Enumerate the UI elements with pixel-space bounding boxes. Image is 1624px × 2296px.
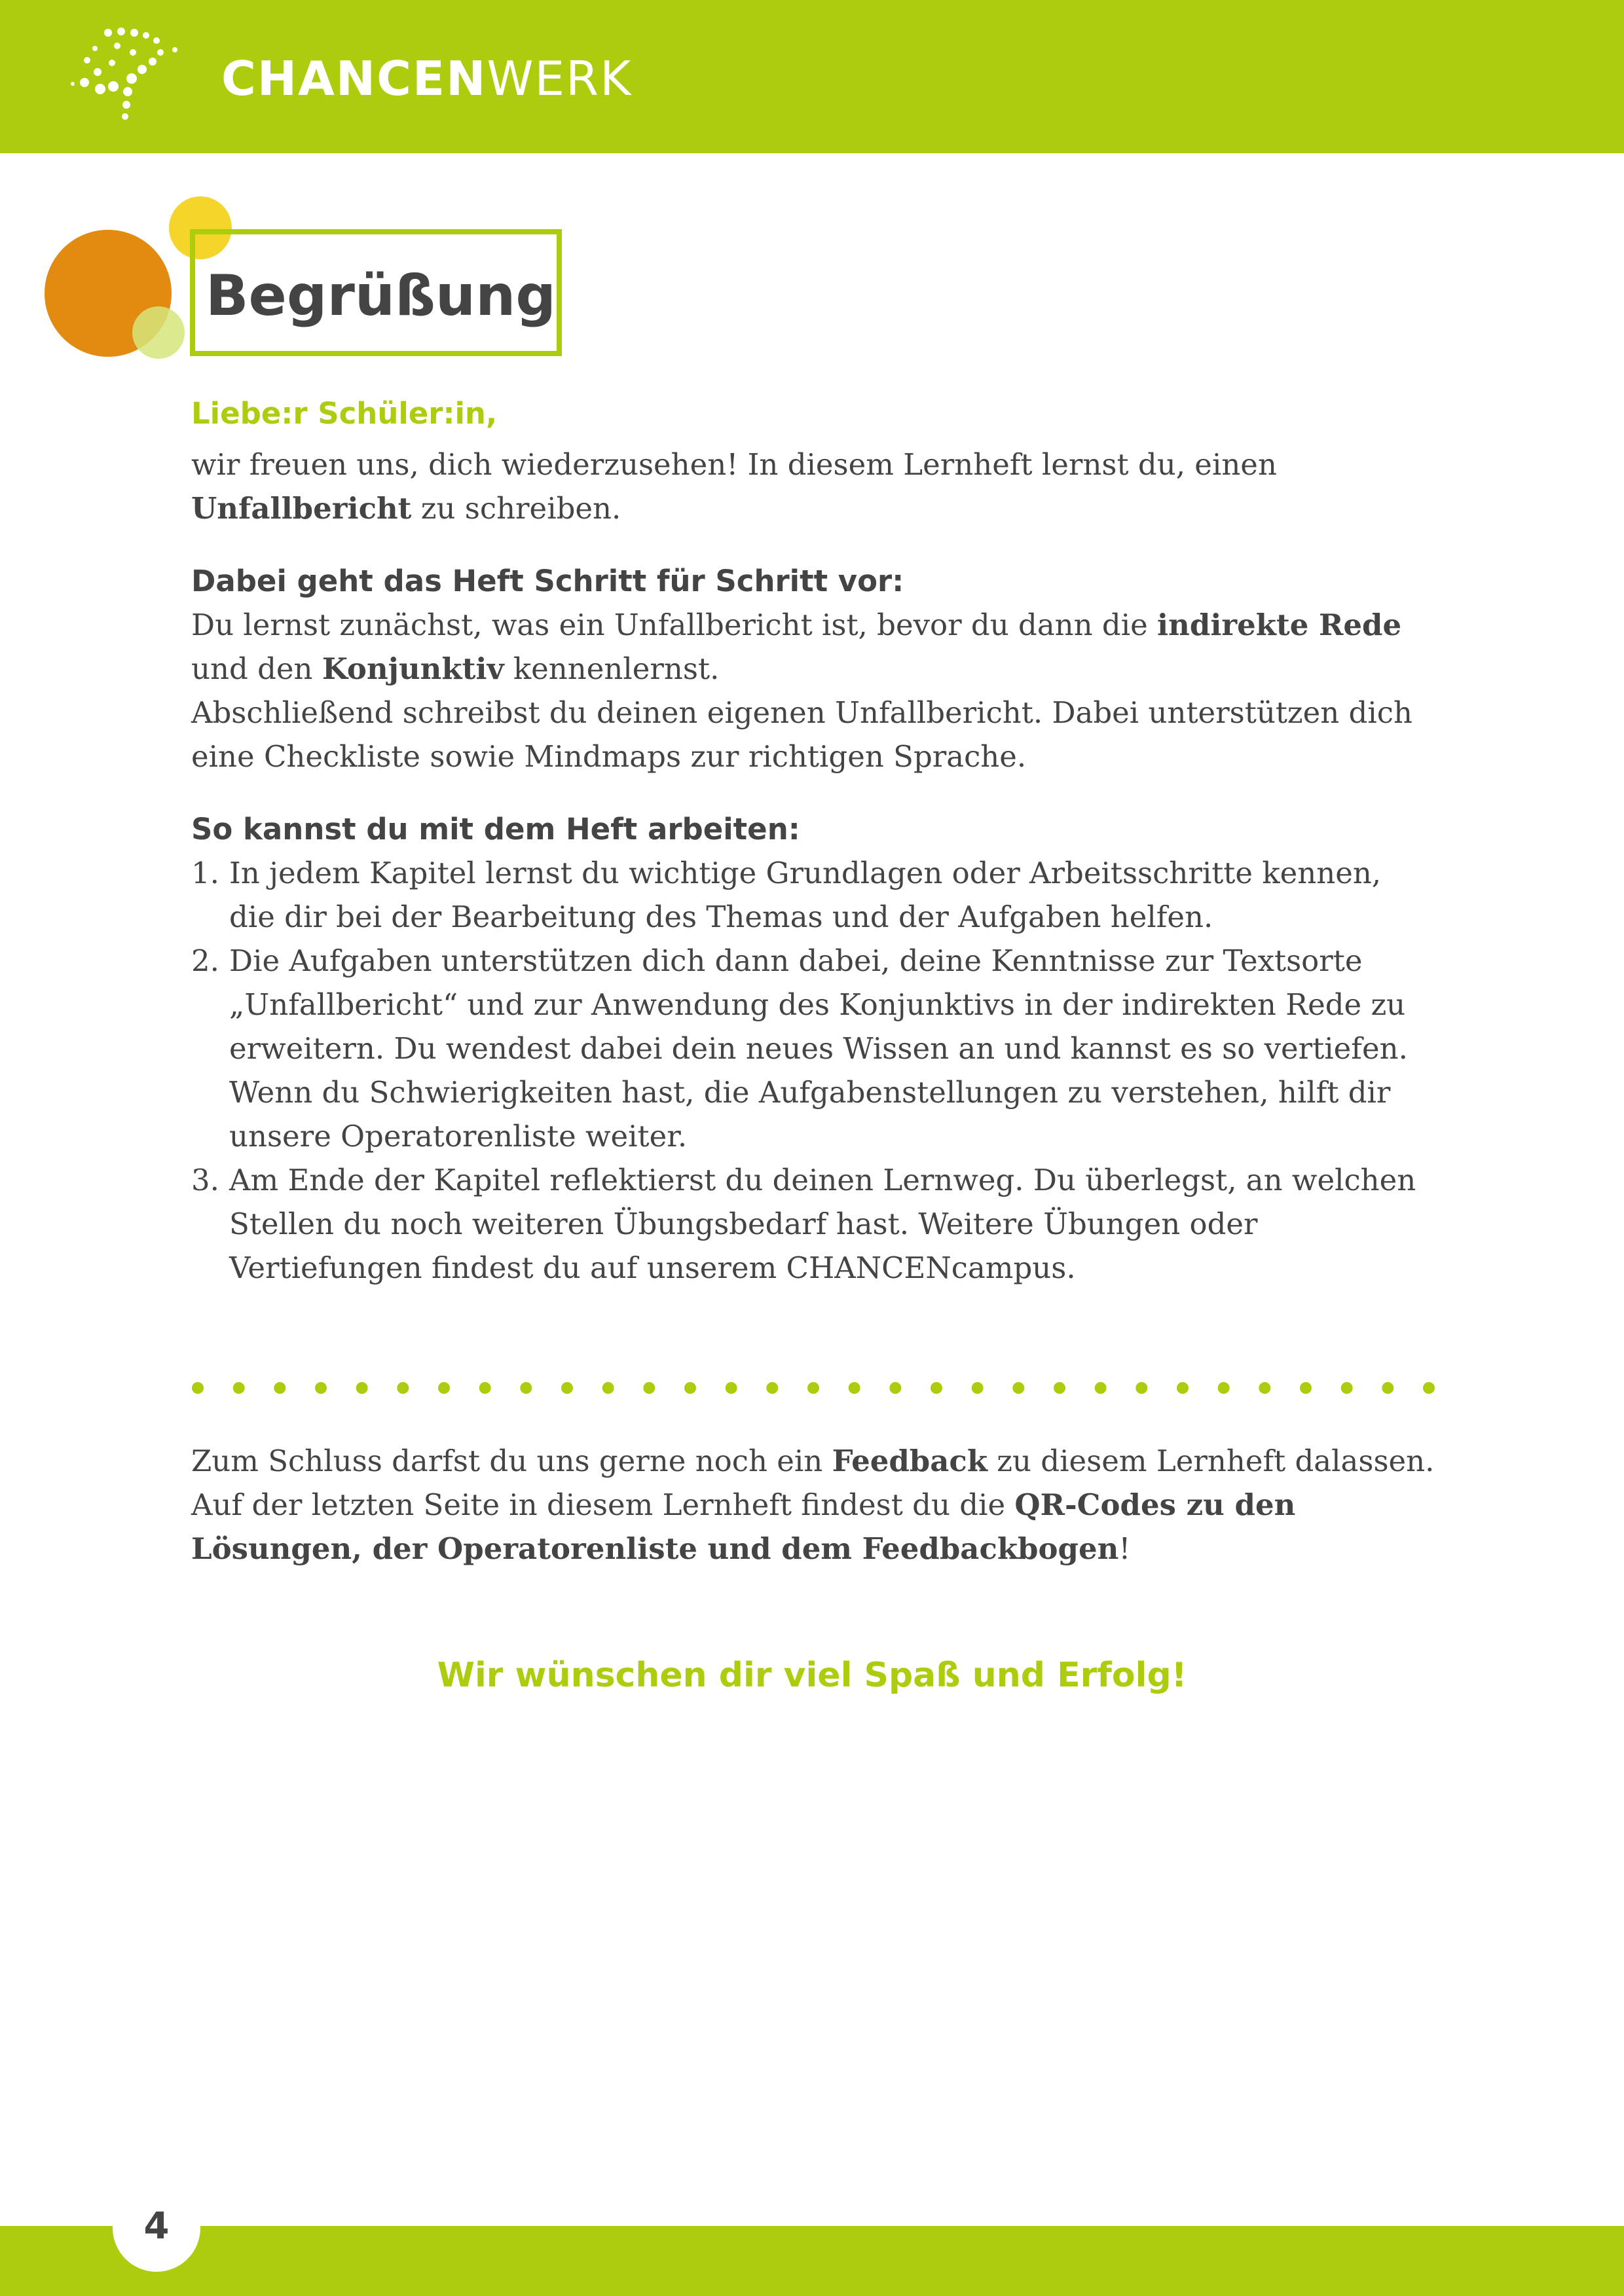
section-heading-usage: So kannst du mit dem Heft arbeiten: <box>191 812 800 847</box>
usage-list <box>191 851 1435 1290</box>
divider-dot <box>233 1382 245 1394</box>
dotted-divider <box>191 1375 1435 1401</box>
divider-dot <box>479 1382 491 1394</box>
chancenwerk-logo-icon <box>69 26 200 131</box>
divider-dot <box>397 1382 409 1394</box>
divider-dot <box>1177 1382 1189 1394</box>
divider-dot <box>438 1382 450 1394</box>
divider-dot <box>602 1382 614 1394</box>
divider-dot <box>561 1382 573 1394</box>
steps-paragraph: Du lernst zunächst, was ein Unfallbericht ist, bevor du dann die indirekte Rede und den Konjunktiv kennenlernst. Abschließend schreibst du deinen eigenen Unfallbericht. Dabei unterstützen dich eine Checkliste sowie Mindmaps zur richtigen Sprache. <box>191 608 1412 774</box>
divider-dot <box>1300 1382 1312 1394</box>
divider-dot <box>1341 1382 1353 1394</box>
divider-dot <box>1012 1382 1024 1394</box>
list-item: 1. In jedem Kapitel lernst du wichtige Grundlagen oder Arbeitsschritte kennen, die dir bei der Bearbeitung des Themas und der Aufgaben helfen. <box>191 856 1382 934</box>
divider-dot <box>315 1382 327 1394</box>
closing-paragraph: Zum Schluss darfst du uns gerne noch ein Feedback zu diesem Lernheft dalassen. Auf der letzten Seite in diesem Lernheft findest du die QR-Codes zu den Lösungen, der Operatorenliste und dem Feedbackbogen! <box>191 1444 1435 1566</box>
divider-dot <box>192 1382 204 1394</box>
closing-wish: Wir wünschen dir viel Spaß und Erfolg! <box>437 1656 1187 1695</box>
brand-wordmark <box>221 46 632 111</box>
intro-paragraph: wir freuen uns, dich wiederzusehen! In diesem Lernheft lernst du, einen Unfallbericht zu schreiben. <box>191 447 1277 526</box>
divider-dot <box>643 1382 655 1394</box>
header-bar <box>0 0 1624 153</box>
divider-dot <box>1135 1382 1147 1394</box>
main-content <box>191 392 1435 1290</box>
page-title: Begrüßung <box>206 263 556 329</box>
salutation: Liebe:r Schüler:in, <box>191 396 498 431</box>
section-heading-steps: Dabei geht das Heft Schritt für Schritt vor: <box>191 564 904 598</box>
divider-dot <box>849 1382 860 1394</box>
divider-dot <box>1054 1382 1065 1394</box>
divider-dot <box>726 1382 737 1394</box>
divider-dot <box>1382 1382 1393 1394</box>
divider-dot <box>931 1382 942 1394</box>
divider-dot <box>1218 1382 1230 1394</box>
page-number: 4 <box>143 2205 170 2248</box>
brand-light: WERK <box>487 51 633 106</box>
divider-dot <box>274 1382 286 1394</box>
divider-dot <box>1259 1382 1270 1394</box>
divider-dot <box>1423 1382 1435 1394</box>
footer-bar <box>0 2226 1624 2296</box>
divider-dot <box>972 1382 984 1394</box>
divider-dot <box>684 1382 696 1394</box>
divider-dot <box>807 1382 819 1394</box>
divider-dot <box>520 1382 532 1394</box>
divider-dot <box>766 1382 778 1394</box>
divider-dot <box>889 1382 901 1394</box>
brand-bold: CHANCEN <box>221 51 487 106</box>
list-item: 2. Die Aufgaben unterstützen dich dann dabei, deine Kenntnisse zur Textsorte „Unfallbericht“ und zur Anwendung des Konjunktivs in der indirekten Rede zu erweitern. Du wendest dabei dein neues Wissen an und kannst es so vertiefen. Wenn du Schwierigkeiten hast, die Aufgabenstellungen zu verstehen, hilft dir unsere Operatorenliste weiter. <box>191 943 1408 1154</box>
divider-dot <box>356 1382 368 1394</box>
divider-dot <box>1095 1382 1107 1394</box>
list-item: 3. Am Ende der Kapitel reflektierst du deinen Lernweg. Du überlegst, an welchen Stellen du noch weiteren Übungsbedarf hast. Weitere Übungen oder Vertiefungen findest du auf unserem CHANCENcampus. <box>191 1163 1416 1285</box>
